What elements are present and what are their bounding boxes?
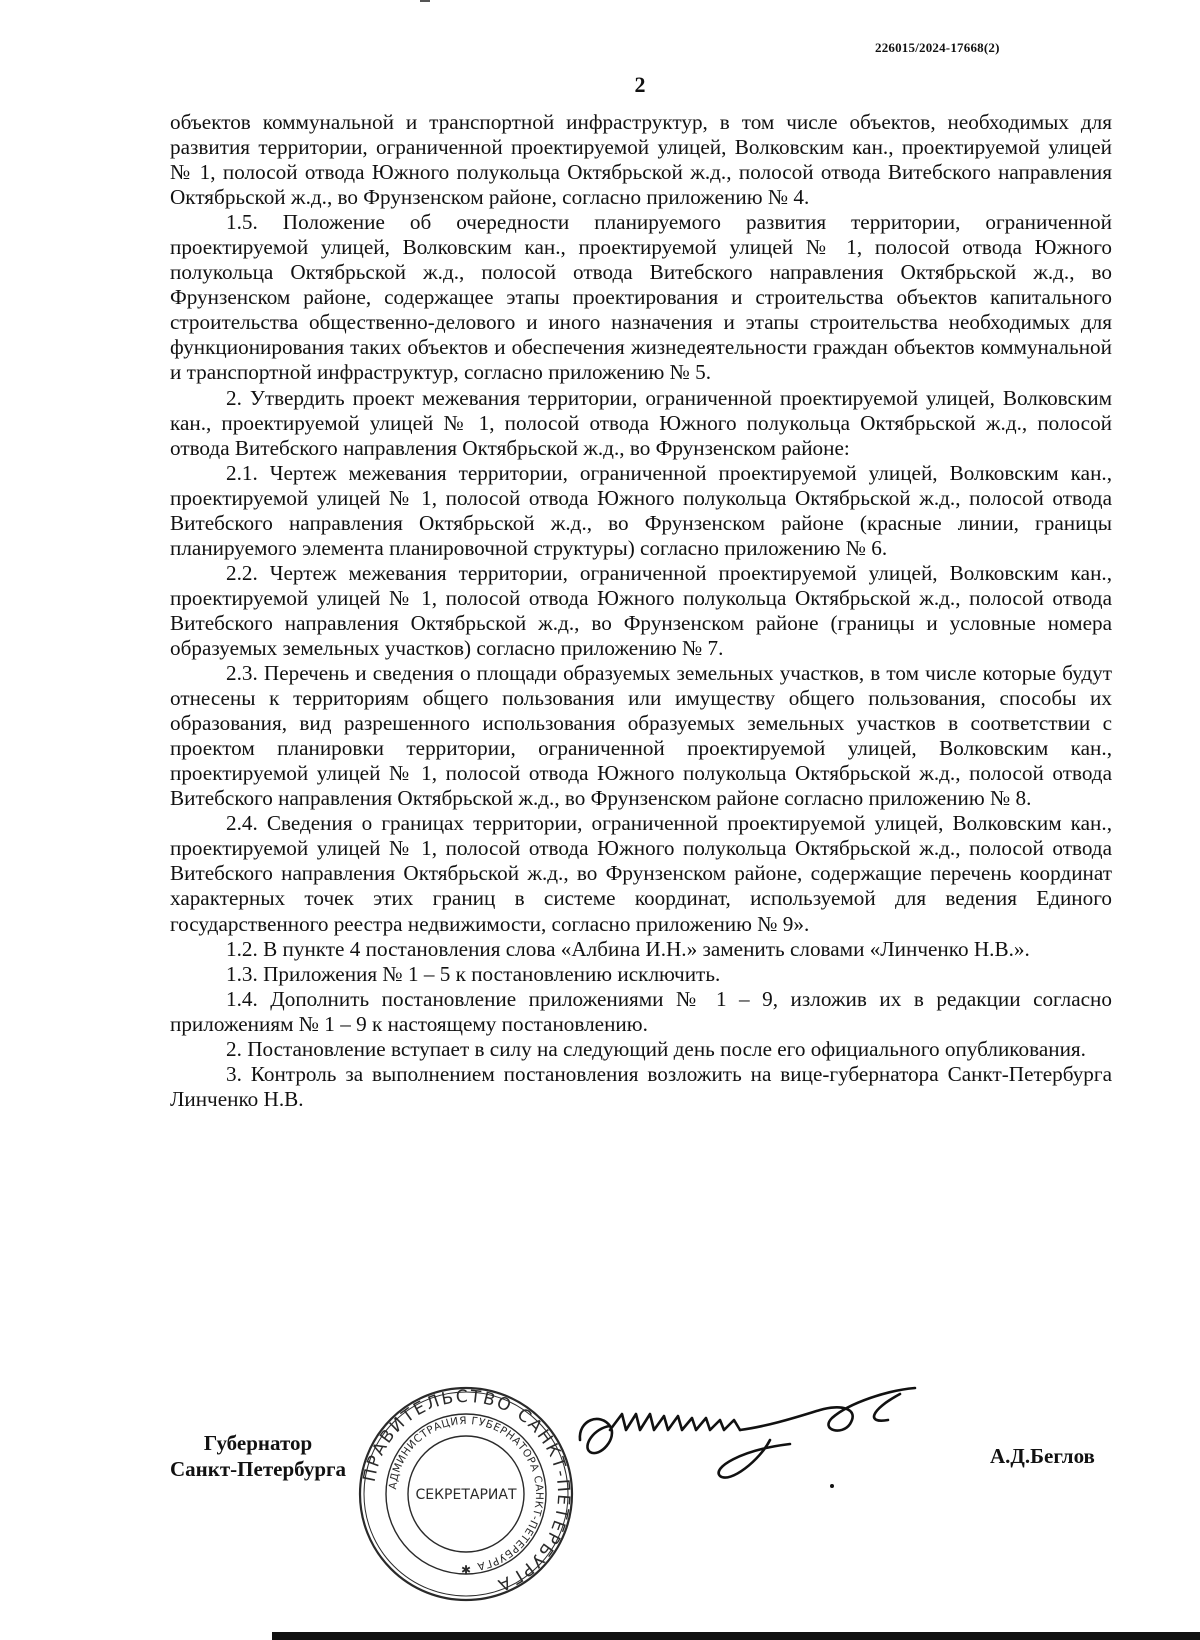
paragraph: 2.3. Перечень и сведения о площади образуемых земельных участков, в том числе которые будут отнесены к территориям общего пользования или имуществу общего пользования, способы их образования, вид разрешенного использования образуемых земельных участков в соответствии с проектом планировки территории, ограниченной проектируемой улицей, Волковским кан., проектируемой улицей № 1, полосой отвода Южного полукольца Октябрьской ж.д., полосой отвода Витебского направления Октябрьской ж.д., во Фрунзенском районе согласно приложению № 8. <box>170 661 1112 811</box>
seal-inner-text: АДМИНИСТРАЦИЯ ГУБЕРНАТОРА САНКТ-ПЕТЕРБУРГА <box>387 1414 546 1573</box>
handwritten-signature <box>570 1380 950 1500</box>
seal-center-text: СЕКРЕТАРИАТ <box>415 1487 517 1503</box>
signatory-title-line: Санкт-Петербурга <box>170 1457 347 1481</box>
paragraph: 1.2. В пункте 4 постановления слова «Албина И.Н.» заменить словами «Линченко Н.В.». <box>226 936 1030 961</box>
document-number: 226015/2024-17668(2) <box>875 40 1000 55</box>
paragraph: 2.2. Чертеж межевания территории, ограниченной проектируемой улицей, Волковским кан., проектируемой улицей № 1, полосой отвода Южного полукольца Октябрьской ж.д., полосой отвода Витебского направления Октябрьской ж.д., во Фрунзенском районе (границы и условные номера образуемых земельных участков) согласно приложению № 7. <box>170 560 1112 660</box>
official-seal <box>356 1384 576 1604</box>
paragraph: 1.5. Положение об очередности планируемого развития территории, ограниченной проектируемой улицей, Волковским кан., проектируемой улицей № 1, полосой отвода Южного полукольца Октябрьской ж.д., полосой отвода Витебского направления Октябрьской ж.д., во Фрунзенском районе, содержащее этапы проектирования и строительства объектов капитального строительства общественно-делового и иного назначения и этапы строительства необходимых для функционирования таких объектов и обеспечения жизнедеятельности граждан объектов коммунальной и транспортной инфраструктур, согласно приложению № 5. <box>170 210 1112 385</box>
paragraph: 2. Утвердить проект межевания территории, ограниченной проектируемой улицей, Волковским кан., проектируемой улицей № 1, полосой отвода Южного полукольца Октябрьской ж.д., полосой отвода Витебского направления Октябрьской ж.д., во Фрунзенском районе: <box>170 385 1112 460</box>
seal-star-icon: ✱ <box>460 1563 472 1577</box>
page-number: 2 <box>634 72 646 97</box>
paragraph: 3. Контроль за выполнением постановления возложить на вице-губернатора Санкт-Петербурга Линченко Н.В. <box>170 1061 1112 1111</box>
paragraph: объектов коммунальной и транспортной инфраструктур, в том числе объектов, необходимых для развития территории, ограниченной проектируемой улицей, Волковским кан., проектируемой улицей № 1, полосой отвода Южного полукольца Октябрьской ж.д., полосой отвода Витебского направления Октябрьской ж.д., во Фрунзенском районе, согласно приложению № 4. <box>170 110 1112 210</box>
paragraph: 2.4. Сведения о границах территории, ограниченной проектируемой улицей, Волковским кан., проектируемой улицей № 1, полосой отвода Южного полукольца Октябрьской ж.д., полосой отвода Витебского направления Октябрьской ж.д., во Фрунзенском районе, содержащие перечень координат характерных точек этих границ в системе координат, используемой для ведения Единого государственного реестра недвижимости, согласно приложению № 9». <box>170 811 1112 936</box>
paragraph: 1.4. Дополнить постановление приложениями № 1 – 9, изложив их в редакции согласно приложениям № 1 – 9 к настоящему постановлению. <box>170 986 1112 1036</box>
paragraph: 1.3. Приложения № 1 – 5 к постановлению исключить. <box>226 961 721 986</box>
bottom-border-line <box>272 1632 1200 1640</box>
signatory-title <box>170 1430 346 1482</box>
paragraph: 2. Постановление вступает в силу на следующий день после его официального опубликования. <box>226 1036 1086 1061</box>
signatory-title-line: Губернатор <box>203 1431 313 1455</box>
scan-mark <box>420 0 430 2</box>
seal-outer-text: ПРАВИТЕЛЬСТВО САНКТ-ПЕТЕРБУРГА <box>359 1386 574 1596</box>
signatory-name: А.Д.Беглов <box>990 1444 1095 1468</box>
document-body <box>170 110 1112 1112</box>
paragraph: 2.1. Чертеж межевания территории, ограниченной проектируемой улицей, Волковским кан., проектируемой улицей № 1, полосой отвода Южного полукольца Октябрьской ж.д., полосой отвода Витебского направления Октябрьской ж.д., во Фрунзенском районе (красные линии, границы планируемого элемента планировочной структуры) согласно приложению № 6. <box>170 460 1112 560</box>
